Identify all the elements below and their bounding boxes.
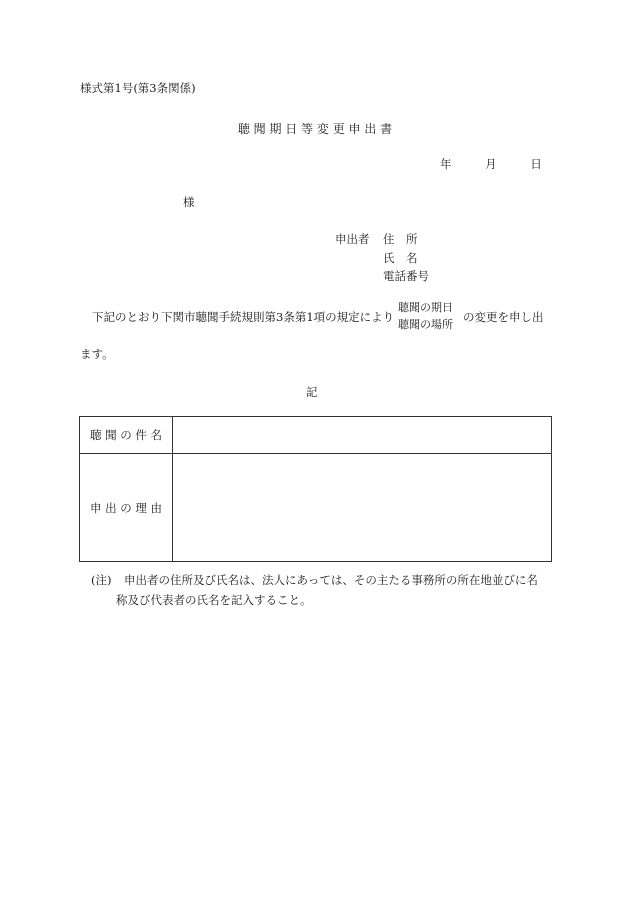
hearing-subject-label: 聴 聞 の 件 名 [80, 417, 173, 454]
date-line [440, 156, 542, 172]
address-label: 住 所 [383, 232, 418, 246]
details-table [79, 416, 552, 562]
request-reason-field[interactable] [173, 454, 552, 562]
hearing-subject-field[interactable] [173, 417, 552, 454]
note-text-line1: 申出者の住所及び氏名は、法人にあっては、その主たる事務所の所在地並びに名 [124, 573, 538, 587]
document-title: 聴 聞 期 日 等 変 更 申 出 書 [237, 122, 393, 136]
body-text-continued: ます。 [80, 347, 114, 361]
body-text-before: 下記のとおり下関市聴聞手続規則第3条第1項の規定により [92, 310, 395, 324]
table-row [80, 417, 552, 454]
date-year-label: 年 [440, 157, 452, 171]
applicant-label: 申出者 [335, 232, 370, 246]
body-text-after: の変更を申し出 [463, 310, 544, 324]
date-day-label: 日 [530, 157, 542, 171]
name-label: 氏 名 [383, 251, 418, 265]
note-text-line2: 称及び代表者の氏名を記入すること。 [116, 593, 312, 607]
change-options [398, 299, 453, 333]
addressee-honorific: 様 [183, 195, 195, 209]
option-hearing-place: 聴聞の場所 [398, 318, 453, 331]
section-marker: 記 [306, 385, 318, 399]
option-hearing-date: 聴聞の期日 [398, 301, 453, 314]
phone-label: 電話番号 [383, 269, 429, 283]
date-month-label: 月 [485, 157, 497, 171]
request-reason-label: 申 出 の 理 由 [80, 454, 173, 562]
form-number: 様式第1号(第3条関係) [80, 81, 196, 95]
table-row [80, 454, 552, 562]
note-marker: (注) [91, 573, 112, 587]
